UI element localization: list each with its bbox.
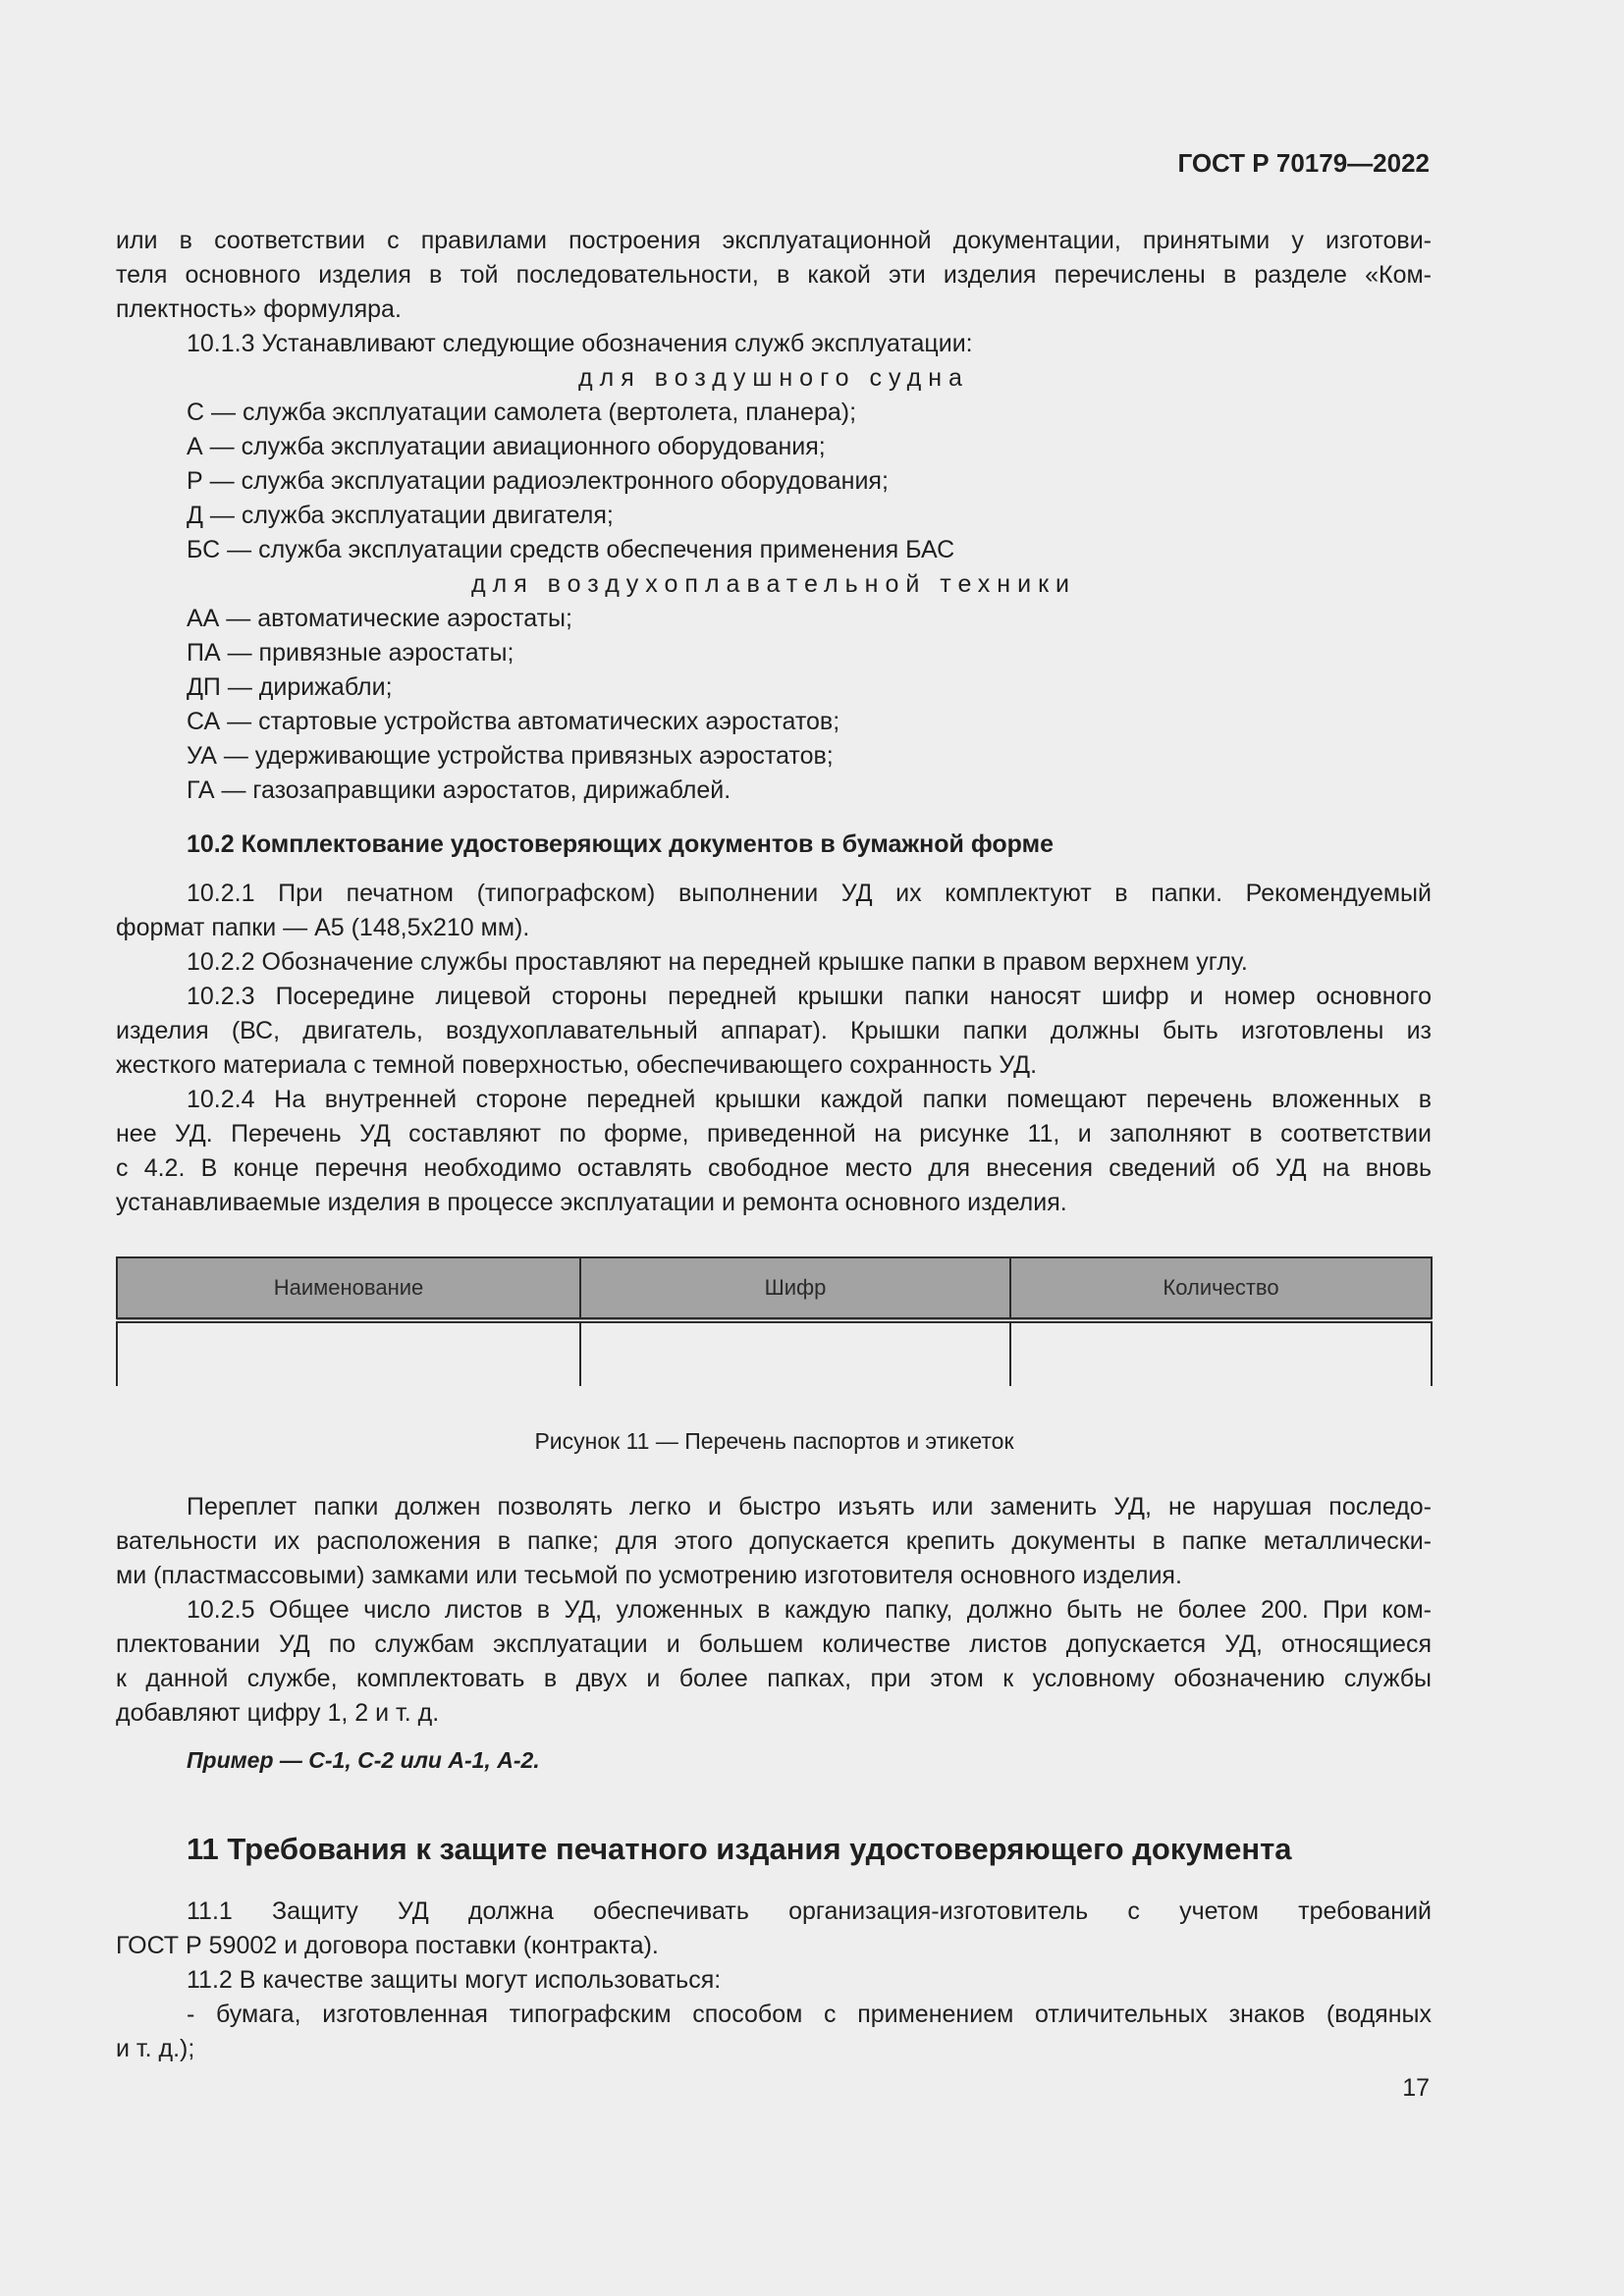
figure-11-table [116, 1256, 1433, 1386]
text-line: 10.2.5 Общее число листов в УД, уложенных в каждую папку, должно быть не более 200. При ком- [187, 1596, 1432, 1624]
text-line: нее УД. Перечень УД составляют по форме, приведенной на рисунке 11, и заполняют в соответствии [116, 1120, 1432, 1148]
text-line: теля основного изделия в той последовательности, в какой эти изделия перечислены в разделе «Ком- [116, 261, 1432, 289]
table-cell [117, 1320, 580, 1386]
section-heading [116, 1832, 1432, 1866]
list-item: БС — служба эксплуатации средств обеспечения применения БАС [187, 536, 955, 563]
table-row [117, 1320, 1432, 1386]
figure-caption: Рисунок 11 — Перечень паспортов и этикеток [534, 1428, 1014, 1454]
text-line: вательности их расположения в папке; для этого допускается крепить документы в папке металлически- [116, 1527, 1432, 1555]
text-line: 10.2.3 Посередине лицевой стороны передней крышки папки наносят шифр и номер основного [187, 983, 1432, 1010]
example-block [116, 1743, 1432, 1778]
text-line: формат папки — А5 (148,5x210 мм). [116, 914, 530, 941]
column-header: Наименование [117, 1257, 580, 1320]
example-text: Пример — С-1, С-2 или А-1, А-2. [187, 1747, 540, 1773]
text-line: жесткого материала с темной поверхностью, обеспечивающего сохранность УД. [116, 1051, 1038, 1079]
text-line: и т. д.); [116, 2035, 195, 2062]
document-header: ГОСТ Р 70179—2022 [1177, 148, 1430, 178]
clause-10-2-2: 10.2.2 Обозначение службы проставляют на передней крышке папки в правом верхнем углу. [187, 948, 1248, 976]
text-line: плектность» формуляра. [116, 295, 402, 323]
subsection-title: 10.2 Комплектование удостоверяющих документов в бумажной форме [187, 830, 1054, 858]
clause-11-2: 11.2 В качестве защиты могут использоваться: [187, 1966, 722, 1994]
text-line: изделия (ВС, двигатель, воздухоплавательный аппарат). Крышки папки должны быть изготовлены из [116, 1017, 1432, 1044]
clauses-10-2 [116, 877, 1432, 1220]
table-cell [580, 1320, 1010, 1386]
table-cell [1010, 1320, 1432, 1386]
text-line: 11.1 Защиту УД должна обеспечивать организация-изготовитель с учетом требований [187, 1897, 1432, 1925]
text-line: плектовании УД по службам эксплуатации и большем количестве листов допускается УД, относящиеся [116, 1630, 1432, 1658]
list-item: ПА — привязные аэростаты; [187, 639, 514, 667]
text-line: или в соответствии с правилами построения эксплуатационной документации, принятыми у изготови- [116, 227, 1432, 254]
column-header: Шифр [580, 1257, 1010, 1320]
text-line: ми (пластмассовыми) замками или тесьмой по усмотрению изготовителя основного изделия. [116, 1562, 1182, 1589]
table-header-row [117, 1257, 1432, 1320]
column-header: Количество [1010, 1257, 1432, 1320]
binding-paragraphs [116, 1490, 1432, 1731]
subsection-heading [116, 828, 1432, 862]
list-item: ГА — газозаправщики аэростатов, дирижаблей. [187, 776, 731, 804]
intro-paragraph [116, 224, 1432, 808]
text-line: ГОСТ Р 59002 и договора поставки (контракта). [116, 1932, 659, 1959]
list-item: АА — автоматические аэростаты; [187, 605, 572, 632]
list-item: Д — служба эксплуатации двигателя; [187, 502, 614, 529]
group-heading-aircraft: для воздушного судна [578, 364, 969, 392]
page-number: 17 [1402, 2074, 1430, 2102]
section-11-title: 11 Требования к защите печатного издания удостоверяющего документа [187, 1832, 1292, 1866]
group-heading-aero: для воздухоплавательной техники [471, 570, 1076, 598]
text-line: добавляют цифру 1, 2 и т. д. [116, 1699, 440, 1727]
list-item: СА — стартовые устройства автоматических аэростатов; [187, 708, 840, 735]
list-item: ДП — дирижабли; [187, 673, 393, 701]
text-line: 10.2.4 На внутренней стороне передней крышки каждой папки помещают перечень вложенных в [187, 1086, 1432, 1113]
list-item: А — служба эксплуатации авиационного оборудования; [187, 433, 826, 460]
text-line: 10.2.1 При печатном (типографском) выполнении УД их комплектуют в папки. Рекомендуемый [187, 880, 1432, 907]
text-line: с 4.2. В конце перечня необходимо оставлять свободное место для внесения сведений об УД на вновь [116, 1154, 1432, 1182]
list-item: Р — служба эксплуатации радиоэлектронного оборудования; [187, 467, 889, 495]
text-line: к данной службе, комплектовать в двух и более папках, при этом к условному обозначению службы [116, 1665, 1432, 1692]
text-line: - бумага, изготовленная типографским способом с применением отличительных знаков (водяных [187, 2001, 1432, 2028]
text-line: устанавливаемые изделия в процессе эксплуатации и ремонта основного изделия. [116, 1189, 1067, 1216]
list-item: С — служба эксплуатации самолета (вертолета, планера); [187, 399, 857, 426]
section-11-body [116, 1895, 1432, 2066]
clause-10-1-3: 10.1.3 Устанавливают следующие обозначения служб эксплуатации: [187, 330, 973, 357]
list-item: УА — удерживающие устройства привязных аэростатов; [187, 742, 834, 770]
text-line: Переплет папки должен позволять легко и быстро изъять или заменить УД, не нарушая последо- [187, 1493, 1432, 1521]
